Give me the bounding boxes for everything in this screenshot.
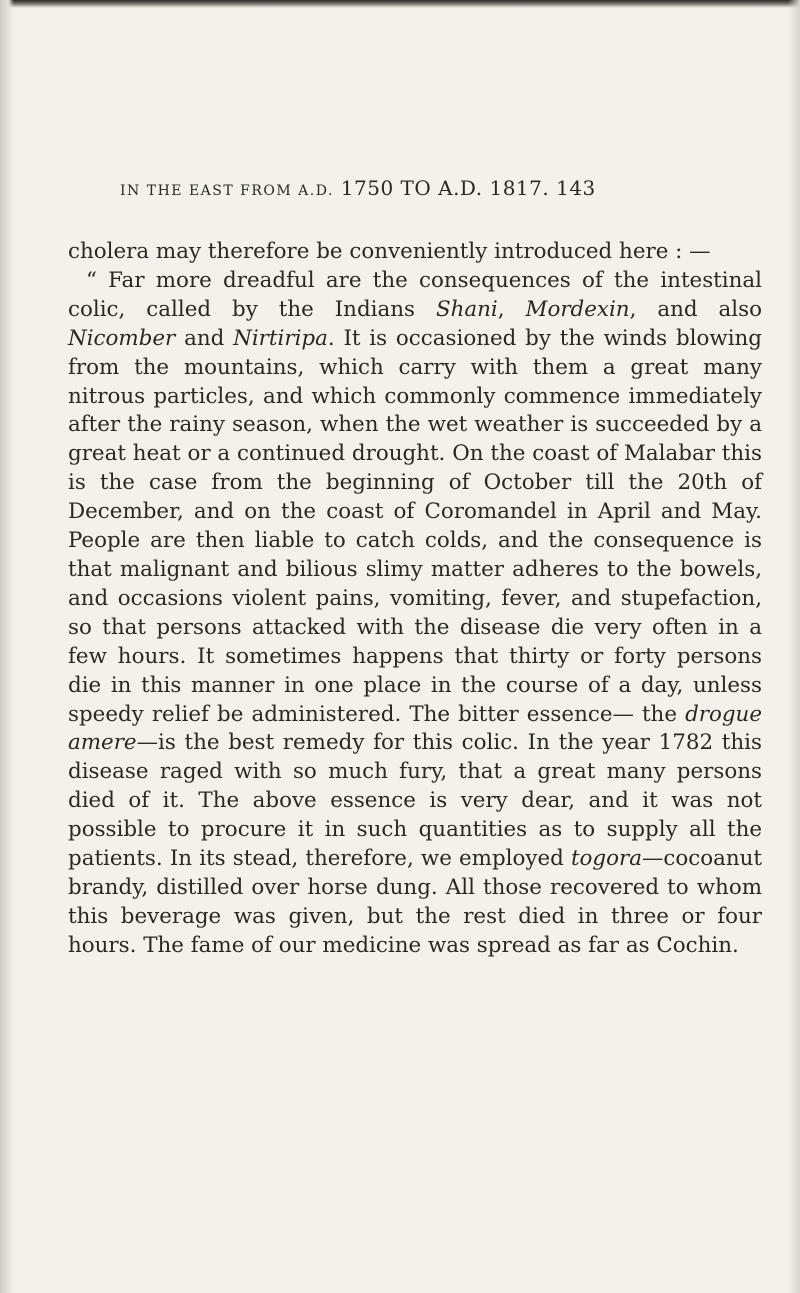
italic-term: Shani — [435, 296, 498, 322]
scan-right-edge — [788, 0, 800, 1293]
running-head: IN THE EAST FROM A.D. — [120, 183, 334, 199]
italic-term: Nirtiripa — [233, 325, 328, 351]
text-run: “ Far more dreadful are the consequences of the intestinal colic, called by the Indians — [68, 267, 762, 322]
text-run: . It is occasioned by the winds blowing from the mountains, which carry with them a great many nitrous particles, and which commonly commence immediately after the rainy season, when the wet weather is succeeded by a great heat or a continued drought. On the coast of Malabar this is the case from the beginning of October till the 20th of December, and on the coast of Coromandel in April and May. People are then liable to catch colds, and the consequence is that malignant and bilious slimy matter adheres to the bowels, and occasions violent pains, vomiting, fever, and stupefaction, so that persons attacked with the disease die very often in a few hours. It sometimes happens that thirty or forty persons die in this manner in one place in the course of a day, unless speedy relief be administered. The bitter essence— the — [68, 325, 762, 727]
page-body — [68, 238, 762, 961]
running-header — [120, 176, 770, 200]
scan-left-edge — [0, 0, 14, 1293]
italic-term: Nicomber — [68, 325, 176, 351]
paragraph-quote — [68, 267, 762, 961]
paragraph-intro: cholera may therefore be conveniently introduced here : — — [68, 239, 711, 264]
text-run: , and also — [629, 296, 762, 322]
text-run: —cocoanut brandy, distilled over horse dung. All those recovered to whom this beverage was given, but the rest died in three or four hours. The fame of our medicine was spread as far as Cochin. — [68, 846, 762, 958]
text-run: and — [175, 325, 234, 351]
italic-term: Mordexin — [525, 296, 630, 322]
text-run: —is the best remedy for this colic. In the year 1782 this disease raged with so much fury, that a great many persons died of it. The above essence is very dear, and it was not possible to procure it in such quantities as to supply all the patients. In its stead, therefore, we employed — [68, 730, 762, 872]
scan-top-edge — [0, 0, 800, 8]
italic-term: drogue amere — [68, 701, 762, 756]
text-run: , — [497, 296, 526, 322]
italic-term: togora — [570, 846, 642, 872]
running-head-years: 1750 TO A.D. 1817. — [340, 176, 550, 200]
page-number: 143 — [556, 176, 596, 200]
